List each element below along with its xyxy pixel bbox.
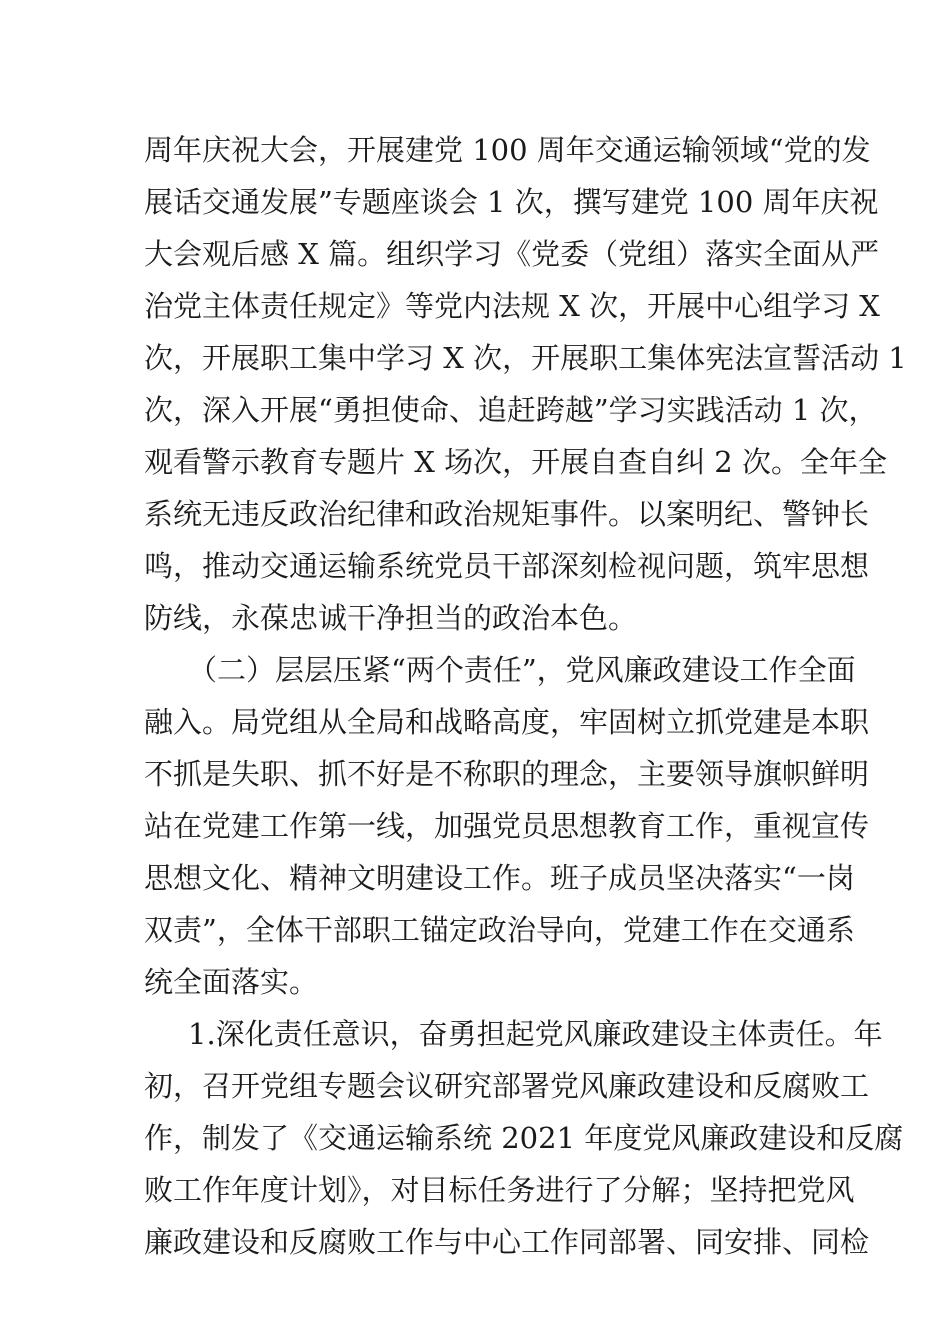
text-line: 融入。局党组从全局和战略高度，牢固树立抓党建是本职 xyxy=(144,705,870,739)
text-line: 不抓是失职、抓不好是不称职的理念，主要领导旗帜鲜明 xyxy=(144,757,870,791)
text-line: 系统无违反政治纪律和政治规矩事件。以案明纪、警钟长 xyxy=(144,497,870,531)
text-line: 廉政建设和反腐败工作与中心工作同部署、同安排、同检 xyxy=(144,1225,870,1259)
text-line: 次，开展职工集中学习 X 次，开展职工集体宪法宣誓活动 1 xyxy=(144,341,907,375)
text-line: 大会观后感 X 篇。组织学习《党委（党组）落实全面从严 xyxy=(144,237,880,271)
text-line: 败工作年度计划》，对目标任务进行了分解；坚持把党风 xyxy=(144,1173,855,1207)
text-line: 防线，永葆忠诚干净担当的政治本色。 xyxy=(144,601,638,635)
text-line: 展话交通发展”专题座谈会 1 次，撰写建党 100 周年庆祝 xyxy=(144,185,879,219)
text-line: 站在党建工作第一线，加强党员思想教育工作，重视宣传 xyxy=(144,809,870,843)
subsection-heading-line: 1.深化责任意识，奋勇担起党风廉政建设主体责任。年 xyxy=(188,1017,883,1051)
text-line: 思想文化、精神文明建设工作。班子成员坚决落实“一岗 xyxy=(144,861,855,895)
text-line: 观看警示教育专题片 X 场次，开展自查自纠 2 次。全年全 xyxy=(144,445,887,479)
section-heading-line: （二）层层压紧“两个责任”，党风廉政建设工作全面 xyxy=(188,653,856,687)
text-line: 初，召开党组专题会议研究部署党风廉政建设和反腐败工 xyxy=(144,1069,870,1103)
text-line: 作，制发了《交通运输系统 2021 年度党风廉政建设和反腐 xyxy=(144,1121,904,1155)
text-line: 统全面落实。 xyxy=(144,965,319,999)
text-line: 次，深入开展“勇担使命、追赶跨越”学习实践活动 1 次， xyxy=(144,393,878,427)
text-line: 治党主体责任规定》等党内法规 X 次，开展中心组学习 X xyxy=(144,289,880,323)
text-line: 双责”，全体干部职工锚定政治导向，党建工作在交通系 xyxy=(144,913,855,947)
text-line: 周年庆祝大会，开展建党 100 周年交通运输领域“党的发 xyxy=(144,133,871,167)
text-line: 鸣，推动交通运输系统党员干部深刻检视问题，筑牢思想 xyxy=(144,549,870,583)
